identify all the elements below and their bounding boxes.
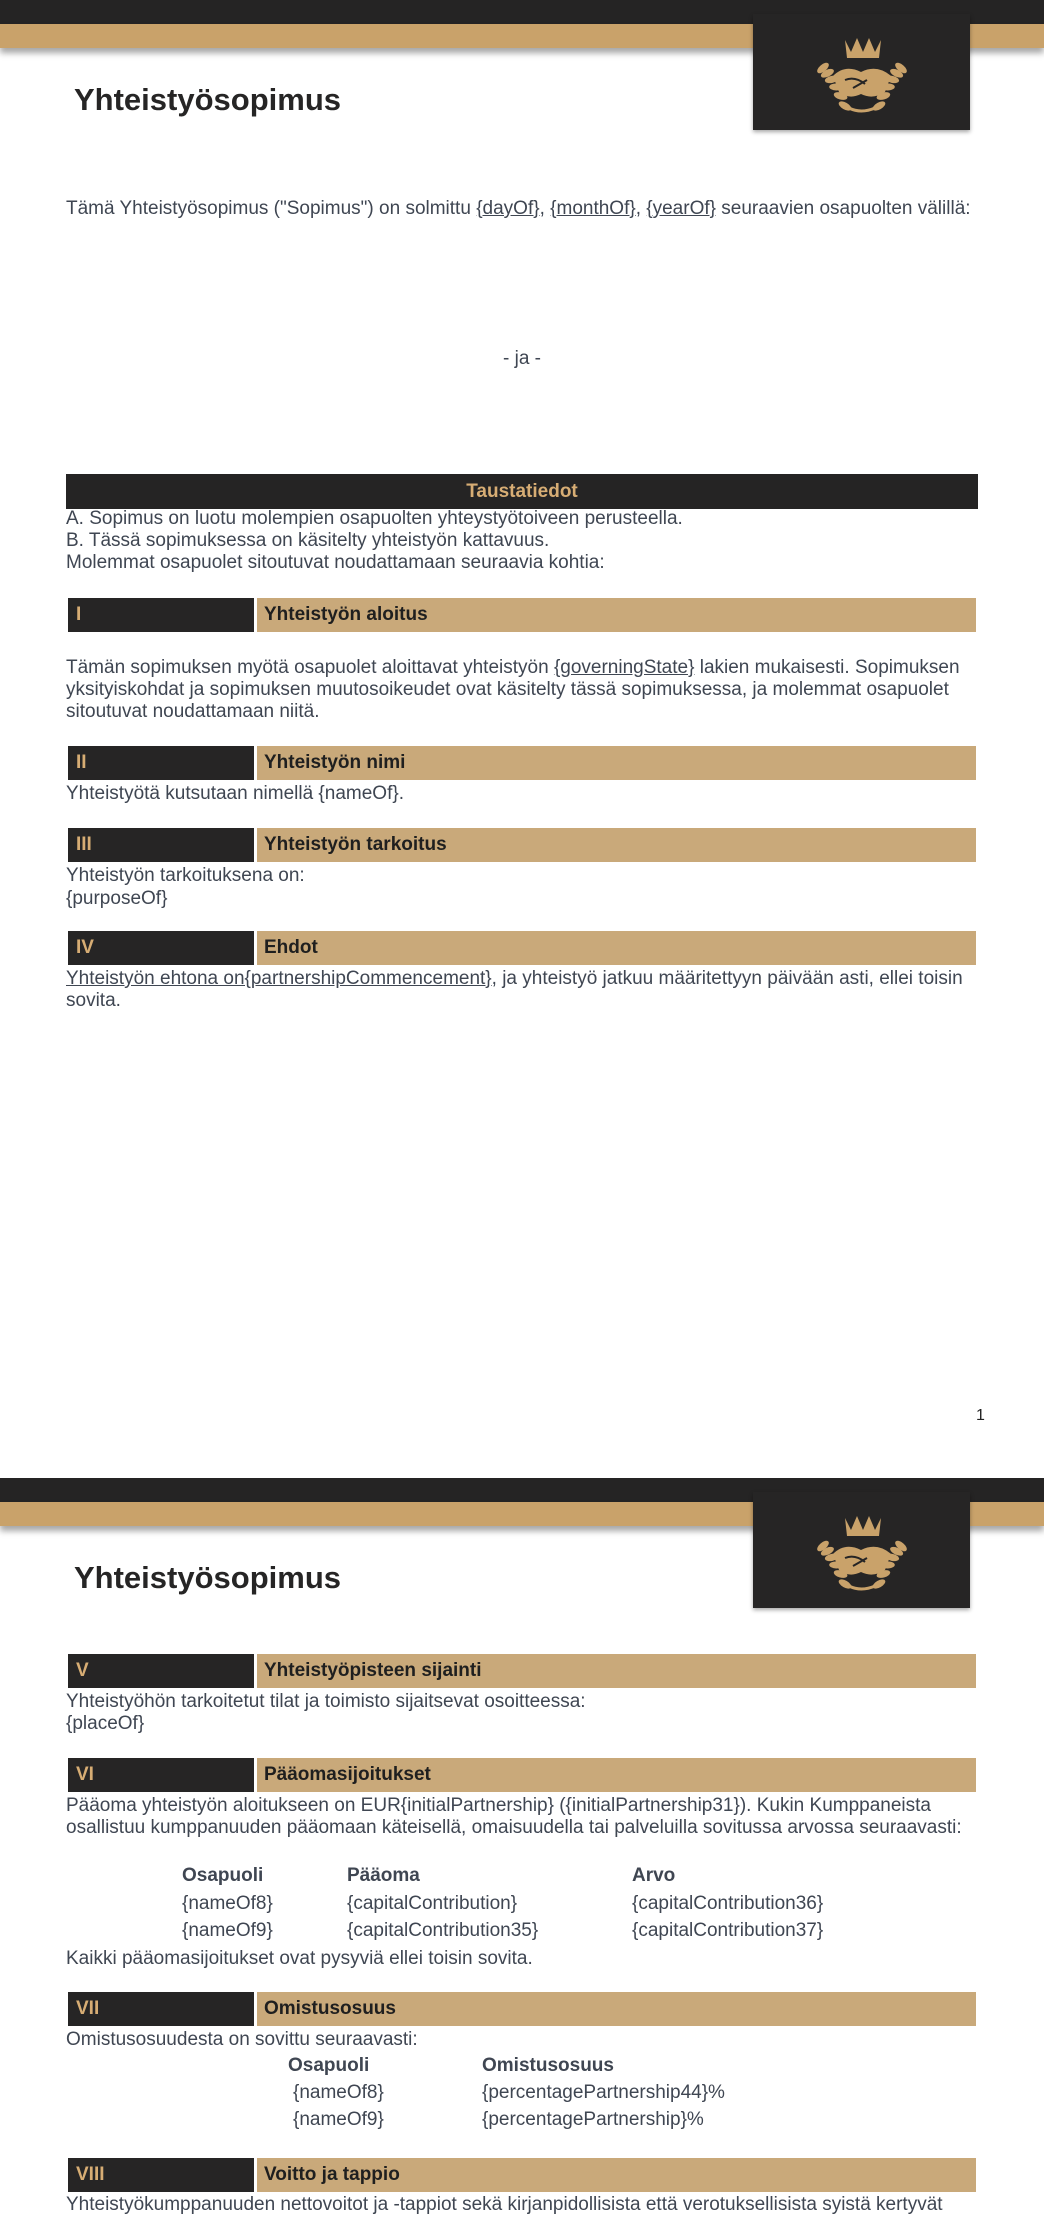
logo-handshake-icon <box>753 14 970 130</box>
section-title: Ehdot <box>257 931 976 965</box>
section-8-text: Yhteistyökumppanuuden nettovoitot ja -tappiot sekä kirjanpidollisista että verotuksellisista syistä kertyvät <box>66 2194 943 2215</box>
governing-state-field[interactable]: {governingState} <box>553 657 695 678</box>
table-cell: {nameOf9} <box>293 2109 384 2130</box>
table-cell: {capitalContribution37} <box>632 1920 824 1941</box>
section-header-7 <box>68 1992 976 2026</box>
table-cell: {capitalContribution35} <box>347 1920 539 1941</box>
laurel-leaf <box>837 99 853 112</box>
day-field[interactable]: {dayOf} <box>476 198 540 219</box>
page-2 <box>0 1478 1044 2216</box>
commencement-field[interactable]: Yhteistyön ehtona on{partnershipCommencement} <box>66 968 492 989</box>
section-title: Voitto ja tappio <box>257 2158 976 2192</box>
section-6-footer: Kaikki pääomasijoitukset ovat pysyviä ellei toisin sovita. <box>66 1948 533 1969</box>
table-header: Pääoma <box>347 1865 420 1886</box>
section-header-5 <box>68 1654 976 1688</box>
laurel-leaf <box>837 1577 853 1590</box>
intro-sep: , <box>539 198 551 219</box>
section-number: III <box>68 828 254 862</box>
laurel-ribbon <box>849 108 875 111</box>
table-cell: {capitalContribution} <box>347 1893 518 1914</box>
section-5-line-2: {placeOf} <box>66 1713 145 1734</box>
and-separator: - ja - <box>503 348 541 369</box>
section-1-text <box>66 657 976 723</box>
section-5-line-1: Yhteistyöhön tarkoitetut tilat ja toimisto sijaitsevat osoitteessa: <box>66 1691 586 1712</box>
background-line-a: A. Sopimus on luotu molempien osapuolten yhteystyötoiveen perusteella. <box>66 508 683 529</box>
section-header-6 <box>68 1758 976 1792</box>
document-title: Yhteistyösopimus <box>74 82 341 117</box>
section-header-3 <box>68 828 976 862</box>
section-number: VII <box>68 1992 254 2026</box>
section-number: VI <box>68 1758 254 1792</box>
laurel-ribbon <box>849 1586 875 1589</box>
section-text: Tämän sopimuksen myötä osapuolet aloittavat yhteistyön <box>66 657 554 678</box>
logo-handshake-icon <box>753 1492 970 1608</box>
section-header-4 <box>68 931 976 965</box>
section-number: II <box>68 746 254 780</box>
section-text: , ja yhteistyö jatkuu määritettyyn päivään asti, ellei toisin sovita. <box>66 968 963 1011</box>
section-number: I <box>68 598 254 632</box>
crown-icon <box>845 38 881 58</box>
section-6-text: Pääoma yhteistyön aloitukseen on EUR{initialPartnership} ({initialPartnership31}). Kukin Kumppaneista osallistuu kumppanuuden pääomaan käteisellä, omaisuudella tai palveluilla sovitussa arvossa seuraavasti: <box>66 1795 962 1838</box>
section-number: IV <box>68 931 254 965</box>
section-4-text <box>66 968 976 1012</box>
table-cell: {percentagePartnership44}% <box>482 2082 725 2103</box>
section-title: Yhteistyön aloitus <box>257 598 976 632</box>
section-title: Yhteistyön tarkoitus <box>257 828 976 862</box>
intro-text: seuraavien osapuolten välillä: <box>715 198 971 219</box>
section-number: VIII <box>68 2158 254 2192</box>
section-title: Pääomasijoitukset <box>257 1758 976 1792</box>
section-header-1 <box>68 598 976 632</box>
section-number: V <box>68 1654 254 1688</box>
intro-paragraph <box>66 198 976 220</box>
section-header-8 <box>68 2158 976 2192</box>
table-header: Arvo <box>632 1865 676 1886</box>
crown-icon <box>845 1516 881 1536</box>
section-3-line-2: {purposeOf} <box>66 888 168 909</box>
section-title: Yhteistyöpisteen sijainti <box>257 1654 976 1688</box>
table-header: Osapuoli <box>182 1865 264 1886</box>
laurel-leaf <box>871 99 887 112</box>
table-cell: {nameOf8} <box>182 1893 273 1914</box>
background-line-b: B. Tässä sopimuksessa on käsitelty yhteistyön kattavuus. <box>66 530 550 551</box>
year-field[interactable]: {yearOf} <box>646 198 716 219</box>
table-header: Omistusosuus <box>482 2055 614 2076</box>
document-title: Yhteistyösopimus <box>74 1560 341 1595</box>
table-cell: {capitalContribution36} <box>632 1893 824 1914</box>
section-text: lakien mukaisesti. Sopimuksen yksityiskohdat ja sopimuksen muutosoikeudet ovat käsitelty tässä sopimuksessa, ja molemmat osapuolet sitoutuvat noudattamaan niitä. <box>66 657 960 722</box>
section-title: Omistusosuus <box>257 1992 976 2026</box>
month-field[interactable]: {monthOf} <box>550 198 636 219</box>
intro-text: Tämä Yhteistyösopimus ("Sopimus") on solmittu <box>66 198 477 219</box>
section-7-text: Omistusosuudesta on sovittu seuraavasti: <box>66 2029 418 2050</box>
background-line-c: Molemmat osapuolet sitoutuvat noudattamaan seuraavia kohtia: <box>66 552 605 573</box>
page-number: 1 <box>976 1407 985 1424</box>
table-cell: {nameOf8} <box>293 2082 384 2103</box>
table-cell: {percentagePartnership}% <box>482 2109 704 2130</box>
table-cell: {nameOf9} <box>182 1920 273 1941</box>
background-heading: Taustatiedot <box>66 474 978 509</box>
intro-sep: , <box>635 198 647 219</box>
section-3-line-1: Yhteistyön tarkoituksena on: <box>66 865 305 886</box>
laurel-leaf <box>871 1577 887 1590</box>
table-header: Osapuoli <box>288 2055 370 2076</box>
section-header-2 <box>68 746 976 780</box>
section-2-text: Yhteistyötä kutsutaan nimellä {nameOf}. <box>66 783 404 804</box>
section-title: Yhteistyön nimi <box>257 746 976 780</box>
